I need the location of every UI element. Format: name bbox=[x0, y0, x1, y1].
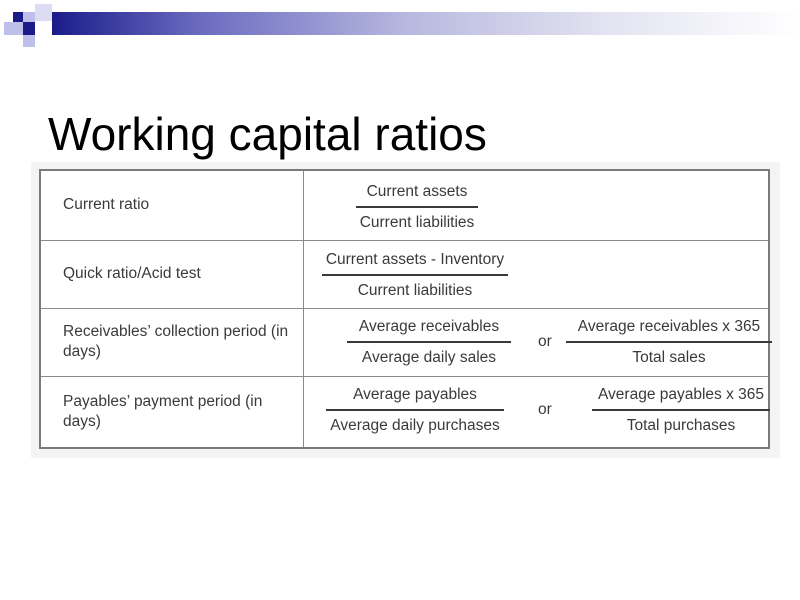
formula-cell bbox=[304, 240, 770, 308]
formula-cell bbox=[304, 376, 770, 448]
fraction-numerator: Average receivables bbox=[358, 317, 500, 335]
formula-cell bbox=[304, 170, 770, 240]
fraction-numerator: Average payables bbox=[353, 385, 477, 403]
table-row bbox=[40, 308, 769, 376]
ratio-label-current: Current ratio bbox=[40, 170, 304, 240]
fraction bbox=[566, 317, 772, 368]
corner-square-bottom bbox=[23, 35, 35, 47]
ratio-label-payables: Payables’ payment period (in days) bbox=[40, 376, 304, 448]
corner-square-dark bbox=[13, 12, 23, 22]
corner-square-pale bbox=[35, 4, 52, 21]
corner-square-dark-lower bbox=[23, 22, 35, 35]
fraction-denominator: Total sales bbox=[632, 348, 706, 366]
ratio-label-quick: Quick ratio/Acid test bbox=[40, 240, 304, 308]
corner-square-light bbox=[23, 12, 35, 22]
fraction-denominator: Current liabilities bbox=[357, 281, 473, 299]
fraction bbox=[347, 317, 511, 368]
fraction-denominator: Total purchases bbox=[626, 416, 736, 434]
fraction-numerator: Current assets bbox=[366, 183, 468, 200]
table-row bbox=[40, 170, 769, 240]
fraction-denominator: Average daily sales bbox=[361, 348, 497, 366]
formula-cell bbox=[304, 308, 770, 376]
fraction bbox=[326, 385, 504, 436]
header-gradient-bar bbox=[52, 12, 800, 35]
fraction-numerator: Average receivables x 365 bbox=[577, 317, 761, 335]
fraction-numerator: Current assets - Inventory bbox=[325, 250, 505, 268]
slide-title: Working capital ratios bbox=[48, 107, 487, 160]
fraction bbox=[322, 250, 508, 301]
or-connector: or bbox=[538, 332, 552, 350]
fraction-denominator: Average daily purchases bbox=[330, 416, 500, 434]
corner-square-light-lower bbox=[4, 22, 23, 35]
ratios-table-frame bbox=[31, 162, 780, 458]
or-connector: or bbox=[538, 400, 552, 418]
table-row bbox=[40, 240, 769, 308]
fraction-numerator: Average payables x 365 bbox=[597, 385, 765, 403]
ratios-table bbox=[39, 169, 770, 449]
table-row bbox=[40, 376, 769, 448]
fraction bbox=[592, 385, 770, 436]
fraction-denominator: Current liabilities bbox=[359, 214, 475, 231]
ratio-label-receivables: Receivables’ collection period (in days) bbox=[40, 308, 304, 376]
fraction bbox=[356, 182, 478, 233]
